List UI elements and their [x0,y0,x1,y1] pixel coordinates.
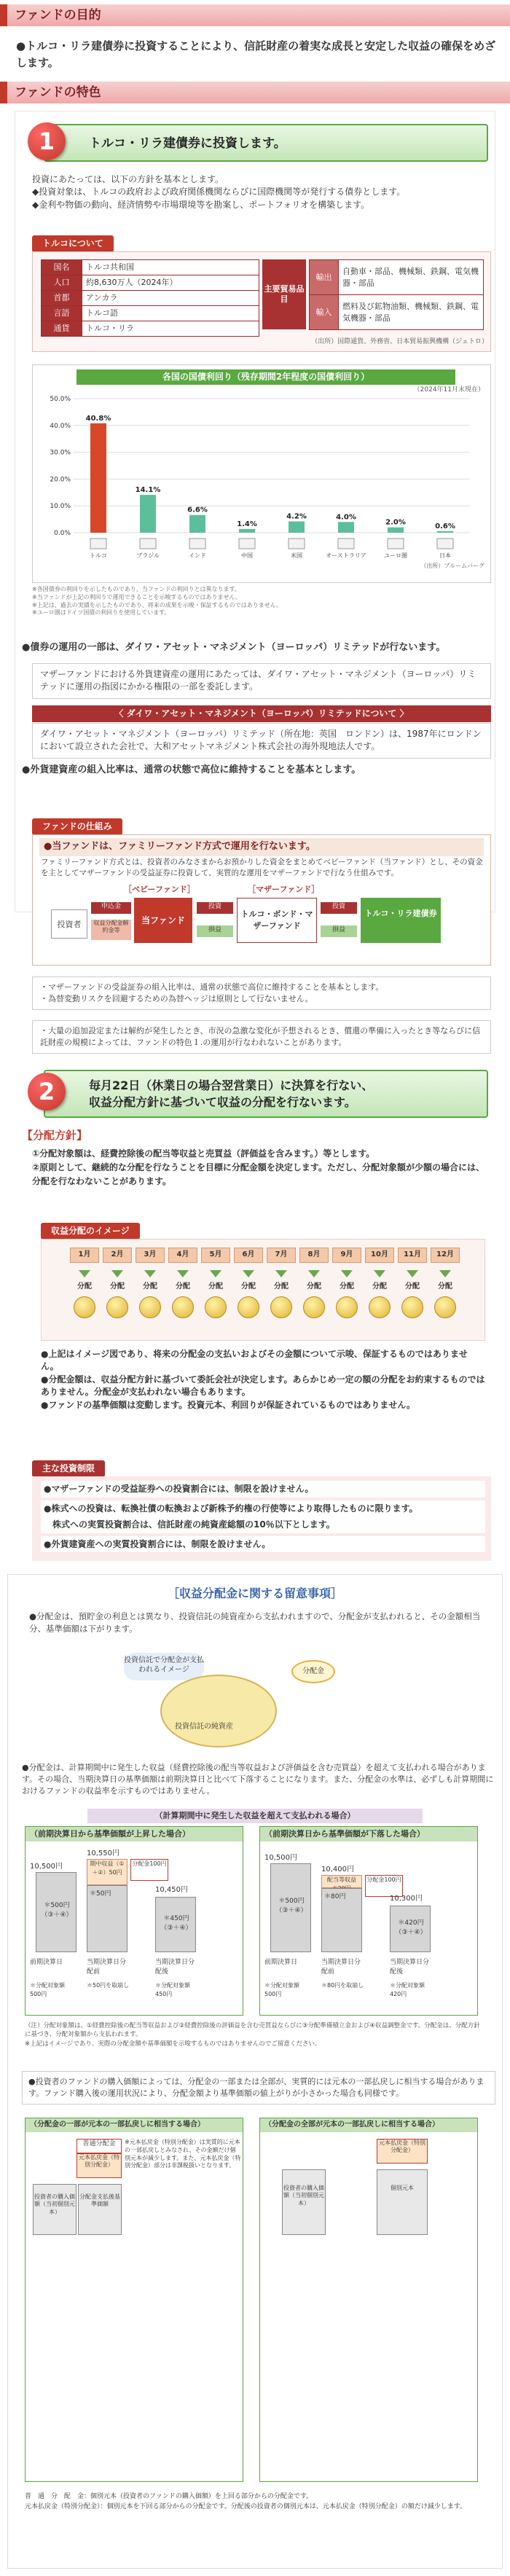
distribution-label: 分配 [208,1282,223,1291]
y-tick-label: 30.0% [50,449,71,457]
month-label: 12月 [431,1248,460,1263]
table-row [42,260,259,275]
month-label: 9月 [332,1248,361,1263]
down-arrow-icon [308,1270,320,1277]
heading-text: ファンドの特色 [15,85,101,100]
month-column [431,1248,460,1318]
coin-icon [369,1296,391,1318]
category-label: オーストラリア [326,552,366,559]
data-label: 2.0% [385,518,406,527]
month-label: 3月 [136,1248,165,1263]
dam-europe-banner: 〈 ダイワ・アセット・マネジメント（ヨーロッパ）リミテッドについて 〉 [32,705,491,722]
down-arrow-icon [374,1270,385,1277]
feature-2-number: 2 [28,1073,66,1111]
down-arrow-icon [144,1270,156,1277]
policy-item: ◆金利や物価の動向、経済情勢や市場環境等を勘案し、ポートフォリオを構築します。 [32,199,370,210]
distribution-label: 分配 [143,1282,157,1291]
info-key: 首都 [42,290,82,305]
category-label: 日本 [439,552,451,559]
value-label: ＊500円（③＋④） [41,1902,73,1919]
chart-source: （出所）ブルームバーグ [420,563,484,569]
payout-image [109,1645,415,1755]
trade-label: 主要貿易品目 [262,259,306,329]
value-label: 期中収益（①＋②）50円 [87,1859,128,1885]
month-label: 4月 [168,1248,197,1263]
note-label: ＊分配対象額450円 [155,1982,190,1997]
individual-principal-label: 個別元本 [377,2169,428,2235]
rule-item: ①分配対象額は、経費控除後の配当等収益と売買益（評価益を含みます。）等とします。 [32,1148,375,1159]
flag-icon [289,539,305,549]
down-arrow-icon [177,1270,189,1277]
down-arrow-icon [439,1270,451,1277]
info-key: 通貨 [42,321,82,336]
data-label: 1.4% [237,520,257,528]
example-label: （計算期間中に発生した収益を超えて支払われる場合） [87,1809,423,1823]
distribution-label: 分配 [307,1282,321,1291]
limit-item: ●マザーファンドの受益証券への投資割合には、制限を設けません。 [41,1481,485,1498]
chart-footnote: ※当ファンドが上記の利回りで運用できることを示唆するものではありません。 [32,593,242,600]
coin-icon [434,1296,456,1318]
value-label: ＊450円（③＋④） [160,1915,192,1933]
purchase-price-label: 投資者の購入価額（当初個別元本） [33,2184,76,2235]
month-row [70,1248,463,1335]
table-row [42,275,259,290]
flag-icon [388,539,404,549]
principal-return-label: 元本払戻金（特別分配金） [377,2139,428,2164]
category-label: ブラジル [136,552,160,559]
value-label: 10,400円 [321,1866,354,1874]
distribution-label: 分配 [241,1282,256,1291]
bar [239,529,255,533]
value-label: 10,500円 [264,1854,297,1862]
distribution-image-tag: 収益分配のイメージ [41,1223,140,1240]
flag-icon [140,539,156,549]
date-label: 当期決算日分配前 [87,1959,127,1976]
table-row [42,290,259,305]
distribution-rules [32,1147,491,1189]
feature-1-title-bar [44,124,488,162]
section-header-features [0,82,510,103]
value-label: ＊420円（③＋④） [395,1919,427,1937]
month-label: 11月 [398,1248,427,1263]
month-column [201,1248,230,1318]
bonds-box: トルコ・リラ建債券 [361,898,441,943]
table-row [310,295,484,330]
down-arrow-icon [79,1270,90,1277]
category-label: ユーロ圏 [384,552,407,559]
value-label: 10,450円 [155,1886,188,1894]
chart-title: 各国の国債利回り（残存期間2年程度の国債利回り） [76,369,455,385]
case-2-box [259,1826,478,2016]
scheme-bullet: ・為替変動リスクを回避するための為替ヘッジは原則として行ないません。 [40,993,313,1003]
date-label: 当期決算日分配後 [155,1959,195,1976]
category-label: トルコ [90,552,107,559]
distribution-label: 分配 [438,1282,452,1291]
note-label: ＊分配対象額420円 [390,1982,425,1997]
month-label: 1月 [70,1248,99,1263]
month-label: 8月 [299,1248,329,1263]
caution-title: ［収益分配金に関する留意事項］ [167,1586,342,1600]
month-label: 5月 [201,1248,230,1263]
definition: 元本払戻金（特別分配金）：個別元本を下回る部分からの分配金です。分配後の投資者の個別元本は、元本払戻金（特別分配金）の額だけ減少します。 [25,2502,467,2510]
table-row [310,260,484,295]
distribution-label: 分配 [372,1282,387,1291]
distribution-label: 分配 [405,1282,420,1291]
y-tick-label: 10.0% [50,503,71,511]
feature-2-title-line: 収益分配方針に基づいて収益の分配を行ないます。 [89,1095,356,1110]
month-column [365,1248,394,1318]
y-tick-label: 20.0% [50,476,71,484]
about-turkey-tag: トルコについて [32,235,114,252]
bar [437,531,453,533]
principal-case-2-title: （分配金の全部が元本の一部払戻しに相当する場合） [260,2118,477,2132]
limits-list [41,1481,485,1552]
note-label: ＊分配対象額500円 [30,1982,65,1997]
flag-icon [239,539,255,549]
scheme-head: ●当ファンドは、ファミリーファンド方式で運用を行ないます。 [39,838,484,856]
payout-image-caption: 投資信託で分配金が支払われるイメージ [124,1653,204,1680]
rule-item: ②原則として、継続的な分配を行なうことを目標に分配金額を決定します。ただし、分配対象額が少額の場合には、分配を行なわないことがあります。 [32,1162,484,1187]
data-label: 4.0% [336,513,356,522]
flag-icon [90,539,106,549]
fund-box: 当ファンド [134,898,192,943]
principal-return-label: 元本払戻金（特別分配金） [76,2153,122,2178]
bar [289,522,305,533]
trade-value: 自動車・部品、機械類、鉄鋼、電気機器・部品 [339,260,484,295]
ordinary-dist-label: 普通分配金 [76,2139,122,2153]
trade-value: 燃料及び鉱物油類、機械類、鉄鋼、電気機器・部品 [339,295,484,330]
down-arrow-icon [210,1270,221,1277]
category-label: インド [189,552,206,559]
month-label: 2月 [103,1248,132,1263]
policy-item: ◆投資対象は、トルコの政府および政府関係機関ならびに国際機関等が発行する債券とします。 [32,187,406,197]
info-value: 約8,630万人（2024年） [82,275,259,290]
distribution-label: 分配 [77,1282,92,1291]
footnotes [25,2021,484,2048]
chart-footnote: ※ユーロ圏はドイツ国債の利回りを使用しています。 [32,609,170,616]
scheme-warning: ・大量の追加設定または解約が発生したとき、市況の急激な変化が予想されるとき、償還の準備に入ったとき等ならびに信託財産の規模によっては、ファンドの特色１.の運用が行なわれないことがあります。 [32,1020,491,1054]
invest-arrow-2: 投資 [321,902,357,914]
footnote: （注）分配対象額は、①経費控除後の配当等収益および②経費控除後の評価益を含む売買益ならびに③分配準備積立金および④収益調整金です。分配金は、分配方針に基づき、分配対象額から支払われます。 [25,2022,480,2039]
bar [140,495,156,533]
y-tick-label: 40.0% [50,422,71,430]
month-column [168,1248,197,1318]
info-value: トルコ共和国 [82,260,259,275]
distribution-label: 分配 [110,1282,125,1291]
limit-item: 株式への実質投資割合は、信託財産の純資産総額の10％以下とします。 [41,1516,485,1533]
footnote: ※上記はイメージであり、実際の分配金額や基準価額を示唆するものではありませんのでご留意ください。 [25,2040,321,2048]
dam-europe-box: ダイワ・アセット・マネジメント（ヨーロッパ）リミテッド（所在地：英国 ロンドン）は、1987年にロンドンにおいて設立された会社で、大和アセットマネジメント株式会社の海外現地法人です。 [32,723,491,759]
value-label: 10,300円 [390,1895,423,1903]
coin-icon [139,1296,161,1318]
yield-chart [33,365,490,576]
flag-icon [338,539,354,549]
delegation-box: マザーファンドにおける外貨建資産の運用にあたっては、ダイワ・アセット・マネジメント（ヨーロッパ）リミテッドに運用の指図にかかる権限の一部を委託します。 [32,663,491,699]
month-label: 7月 [267,1248,296,1263]
turkey-info-table [41,259,259,337]
value-label: ＊500円（③＋④） [275,1898,307,1915]
distribution-note: ●分配金額は、収益分配方針に基づいて委託会社が決定します。あらかじめ一定の額の分配をお約束するものではありません。分配金が支払われない場合もあります。 [41,1374,485,1398]
month-column [267,1248,296,1318]
flag-icon [437,539,453,549]
coin-icon [270,1296,292,1318]
value-label: 10,500円 [30,1863,63,1871]
caution-3: ●投資者のファンドの購入価額によっては、分配金の一部または全部が、実質的には元本の一部払戻しに相当する場合があります。ファンド購入後の運用状況により、分配金額より基準価額の値上がりが小さかった場合も同様です。 [22,2071,495,2105]
scheme-text: ファミリーファンド方式とは、投資者のみなさまからお預かりした資金をまとめてベビーファンド（当ファンド）とし、その資金を主としてマザーファンドの受益証券に投資して、実質的な運用をマザーファンドで行なう仕組みです。 [41,858,483,878]
bar [189,515,205,533]
nav-after-label: 分配金支払後基準価額 [78,2184,122,2235]
bar [388,528,404,533]
data-label: 0.6% [435,522,455,531]
date-label: 当期決算日分配後 [390,1959,430,1976]
feature-2-title [89,1077,373,1111]
table-row [42,321,259,336]
info-value: トルコ・リラ [82,321,259,336]
info-key: 言語 [42,305,82,321]
principal-case-1-title: （分配金の一部が元本の一部払戻しに相当する場合） [26,2118,243,2132]
distribution-note: ●ファンドの基準価額は変動します。投資元本、利回りが保証されているものではありません。 [41,1399,415,1410]
data-label: 40.8% [85,414,111,423]
apply-arrow: 申込金 [91,902,131,914]
chart-footnote: ※上記は、過去の実績を示したものであり、将来の成果を示唆・保証するものではありません。 [32,601,283,608]
info-key: 国名 [42,260,82,275]
source-note: （出所）国際通貨、外務省、日本貿易振興機構（ジェトロ） [311,338,488,345]
month-column [299,1248,329,1318]
month-label: 10月 [365,1248,394,1263]
gain-arrow-2: 損益 [321,925,357,937]
distribution-note: ●上記はイメージ図であり、将来の分配金の支払いおよびその金額について示唆、保証するものではありません。 [41,1349,468,1372]
coin-icon [303,1296,325,1318]
purchase-price-label: 投資者の購入価額（当初個別元本） [282,2169,326,2235]
coin-icon [336,1296,358,1318]
fx-ratio-note: ●外貨建資産の組入比率は、通常の状態で高位に維持することを基本とします。 [22,764,361,775]
value-label: ＊50円 [90,1890,111,1898]
trade-key: 輸出 [310,260,339,295]
month-label: 6月 [234,1248,263,1263]
investor-box: 投資者 [51,909,87,939]
case-2-title: （前期決算日から基準価額が下落した場合） [260,1827,477,1841]
feature-2-title-line: 毎月22日（休業日の場合翌営業日）に決算を行ない、 [89,1078,374,1092]
distribution-label: 分配 [176,1282,190,1291]
value-label: ＊80円 [324,1893,346,1900]
scheme-tag: ファンドの仕組み [32,818,122,835]
yield-chart-box [32,364,491,583]
note-label: ＊50円を取崩し [87,1982,130,1989]
baby-fund-label: ［ベビーファンド］ [124,885,195,894]
limit-item: ●外貨建資産への実質投資割合には、制限を設けません。 [41,1536,485,1553]
value-label: 配当等収益 [321,1875,362,1888]
feature-1-title: トルコ・リラ建債券に投資します。 [89,136,286,151]
value-label: 10,550円 [87,1849,119,1857]
case-1-title: （前期決算日から基準価額が上昇した場合） [26,1827,243,1841]
coin-icon [205,1296,227,1318]
trade-key: 輸入 [310,295,339,330]
heading-text: ファンドの目的 [15,8,101,23]
payout-label: 分配金100円 [130,1859,168,1881]
month-column [136,1248,165,1318]
down-arrow-icon [407,1270,418,1277]
coin-icon [238,1296,259,1318]
down-arrow-icon [341,1270,353,1277]
chart-footnote: ※各国債券の利回りを示したものであり、当ファンドの利回りとは異なります。 [32,586,240,592]
limits-tag: 主な投資制限 [32,1460,105,1477]
feature-1-number: 1 [28,122,66,160]
redeem-arrow: 収益分配金解約金等 [91,920,131,940]
down-arrow-icon [243,1270,254,1277]
operations-note: ●債券の運用の一部は、ダイワ・アセット・マネジメント（ヨーロッパ）リミテッドが行ないます。 [22,642,446,653]
flag-icon [189,539,205,549]
net-assets-label: 投資信託の純資産 [175,1723,233,1731]
feature-2-title-bar [44,1070,488,1118]
category-label: 中国 [241,552,253,559]
data-label: 14.1% [135,486,161,495]
principal-case-1 [25,2118,243,2482]
trade-table [309,259,484,330]
caution-1: ●分配金は、預貯金の利息とは異なり、投資信託の純資産から支払われますので、分配金が支払われると、その金額相当分、基準価額は下がります。 [29,1611,481,1634]
chart-note: （2024年11月末現在） [413,386,484,394]
distribution-label: 分配 [274,1282,289,1291]
coin-icon [74,1296,95,1318]
invest-arrow: 投資 [197,902,233,914]
info-value: トルコ語 [82,305,259,321]
case-1-box [25,1826,243,2016]
month-column [398,1248,427,1318]
coin-icon [172,1296,194,1318]
caution-2: ●分配金は、計算期間中に発生した収益（経費控除後の配当等収益および評価益を含む売買益）を超えて支払われる場合があります。その場合、当期決算日の基準価額は前期決算日と比べて下落することになります。また、分配金の水準は、必ずしも計算期間におけるファンドの収益率を示すものではありません。 [22,1763,494,1796]
y-tick-label: 0.0% [54,530,71,537]
scheme-bullets [32,976,491,1010]
policy-heading: 【分配方針】 [22,1129,88,1142]
month-column [103,1248,132,1318]
purpose-text: ●トルコ・リラ建債券に投資することにより、信託財産の着実な成長と安定した収益の確保をめざします。 [16,39,496,69]
principal-note: ※元本払戻金（特別分配金）は実質的に元本の一部払戻しとみなされ、その金額だけ個別元本が減少します。また、元本払戻金（特別分配金）部分は非課税扱いとなります。 [125,2139,241,2169]
payout-label: 分配金 [291,1660,335,1683]
chart-notes [32,586,491,617]
down-arrow-icon [275,1270,287,1277]
month-column [332,1248,361,1318]
feature-1-policy [32,173,491,211]
down-arrow-icon [111,1270,123,1277]
month-column [70,1248,99,1318]
mother-fund-label: ［マザーファンド］ [248,885,320,894]
date-label: 前期決算日 [30,1959,63,1966]
date-label: 前期決算日 [264,1959,298,1966]
distribution-label: 分配 [340,1282,354,1291]
section-header-purpose [0,4,510,26]
limit-item: ●株式への投資は、転換社債の転換および新株予約権の行使等により取得したものに限ります。 [41,1500,485,1517]
footer-definitions [25,2492,484,2512]
distribution-notes [41,1348,485,1412]
bar [338,522,354,533]
scheme-bullet: ・マザーファンドの受益証券の組入比率は、通常の状態で高位に維持することを基本とします。 [40,982,384,992]
info-key: 人口 [42,275,82,290]
date-label: 当期決算日分配前 [321,1959,361,1976]
bar [90,423,106,533]
data-label: 4.2% [286,512,307,521]
y-tick-label: 50.0% [50,396,71,403]
category-label: 米国 [291,552,302,559]
gain-arrow: 損益 [197,925,233,937]
table-row [42,305,259,321]
definition: 普 通 分 配 金：個別元本（投資者のファンドの購入価額）を上回る部分からの分配金です。 [25,2493,313,2500]
data-label: 6.6% [187,506,208,514]
info-value: アンカラ [82,290,259,305]
payout-label: 分配金100円 [365,1875,403,1897]
coin-icon [106,1296,128,1318]
coin-icon [401,1296,423,1318]
note-label: ＊分配対象額500円 [264,1982,299,1997]
note-label: ＊80円を取崩し [321,1982,364,1989]
month-column [234,1248,263,1318]
mother-fund-box: トルコ・ボンド・マザーファンド [237,898,317,943]
principal-case-2 [259,2118,478,2482]
policy-intro: 投資にあたっては、以下の方針を基本とします。 [32,174,224,184]
